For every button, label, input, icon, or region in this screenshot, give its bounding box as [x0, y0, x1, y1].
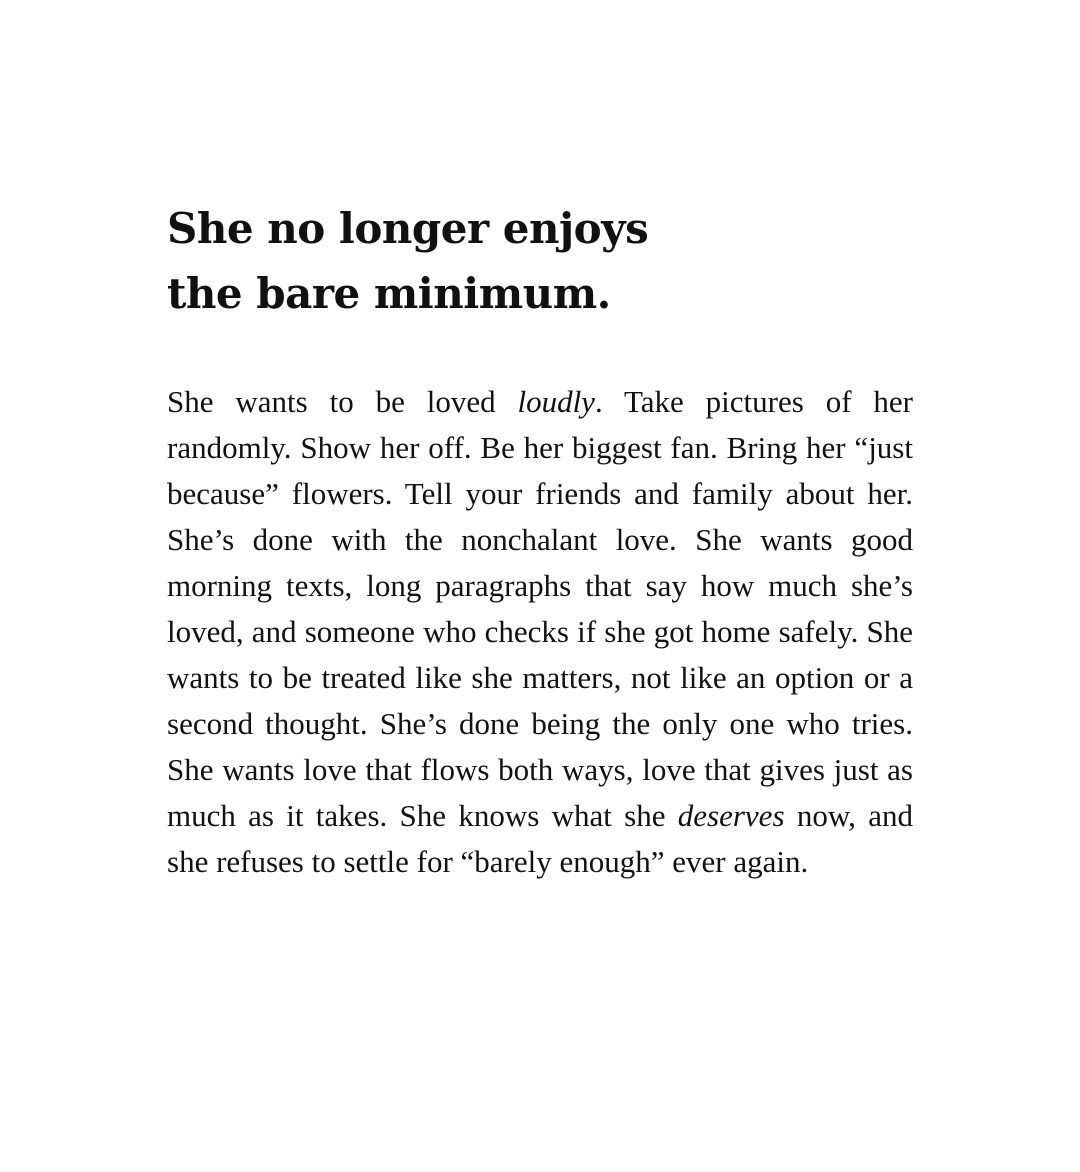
- emphasis-deserves: deserves: [677, 798, 785, 833]
- paragraph-text-1: She wants to be loved: [167, 384, 518, 419]
- body-paragraph: [167, 379, 913, 885]
- emphasis-loudly: loudly: [517, 384, 595, 419]
- paragraph-text-3: now, and she refuses to settle for “barely enough” ever again.: [167, 798, 913, 879]
- title-line-2: the bare minimum.: [167, 269, 611, 318]
- page-title: [167, 196, 913, 326]
- title-line-1: She no longer enjoys: [167, 204, 649, 253]
- document-page: [167, 196, 913, 916]
- paragraph-text-2: . Take pictures of her randomly. Show her off. Be her biggest fan. Bring her “just because” flowers. Tell your friends and family about her. She’s done with the nonchalant love. She wants good morning texts, long paragraphs that say how much she’s loved, and someone who checks if she got home safely. She wants to be treated like she matters, not like an option or a second thought. She’s done being the only one who tries. She wants love that flows both ways, love that gives just as much as it takes. She knows what she: [167, 384, 913, 833]
